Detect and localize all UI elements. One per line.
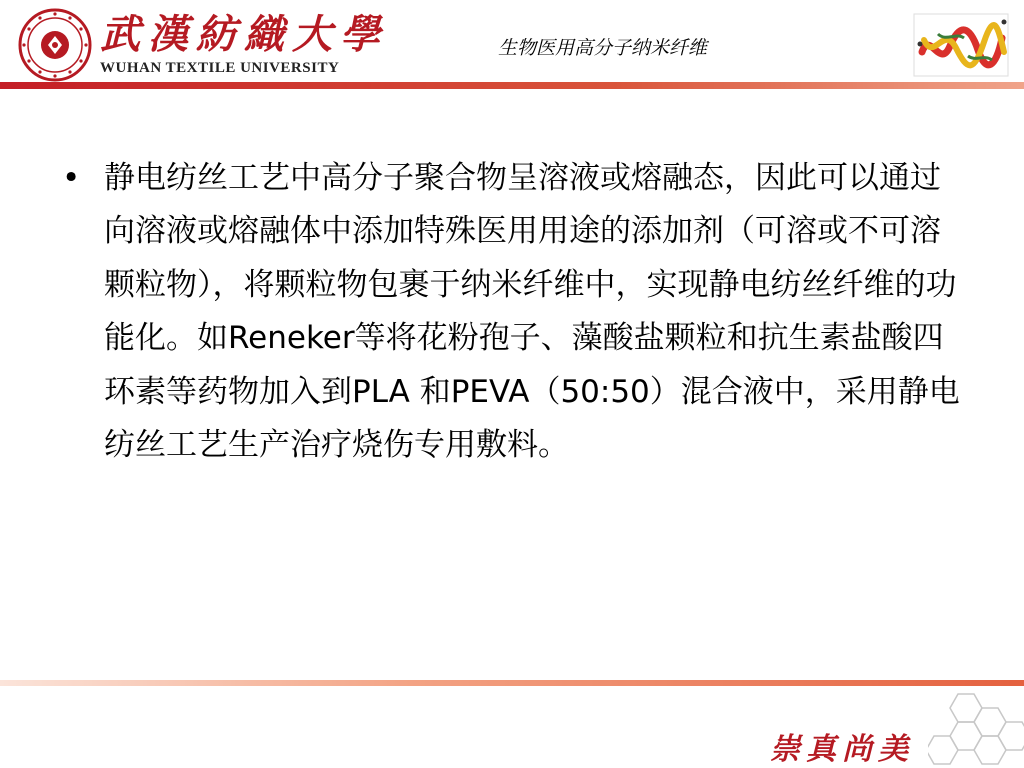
university-wordmark <box>100 11 388 77</box>
footer-divider <box>0 680 1024 686</box>
university-seal-icon <box>18 8 92 82</box>
bullet-marker: • <box>62 160 81 196</box>
university-motto: 崇真尚美 <box>770 732 914 767</box>
protein-molecule-icon <box>912 12 1010 78</box>
hexagon-pattern-icon <box>928 688 1024 768</box>
bullet-item <box>62 152 962 472</box>
paragraph-text: 静电纺丝工艺中高分子聚合物呈溶液或熔融态，因此可以通过向溶液或熔融体中添加特殊医用用途的添加剂（可溶或不可溶颗粒物），将颗粒物包裹于纳米纤维中，实现静电纺丝纤维的功能化。如Reneker等将花粉孢子、藻酸盐颗粒和抗生素盐酸四环素等药物加入到PLA 和PEVA（50:50）混合液中，采用静电纺丝工艺生产治疗烧伤专用敷料。 <box>104 160 960 464</box>
university-name-en: WUHAN TEXTILE UNIVERSITY <box>100 60 340 76</box>
course-title: 生物医用高分子纳米纤维 <box>498 37 708 59</box>
slide-body <box>62 152 962 472</box>
slide-header <box>0 0 1024 86</box>
university-name-cn: 武漢紡織大學 <box>100 11 388 58</box>
header-divider <box>0 82 1024 89</box>
